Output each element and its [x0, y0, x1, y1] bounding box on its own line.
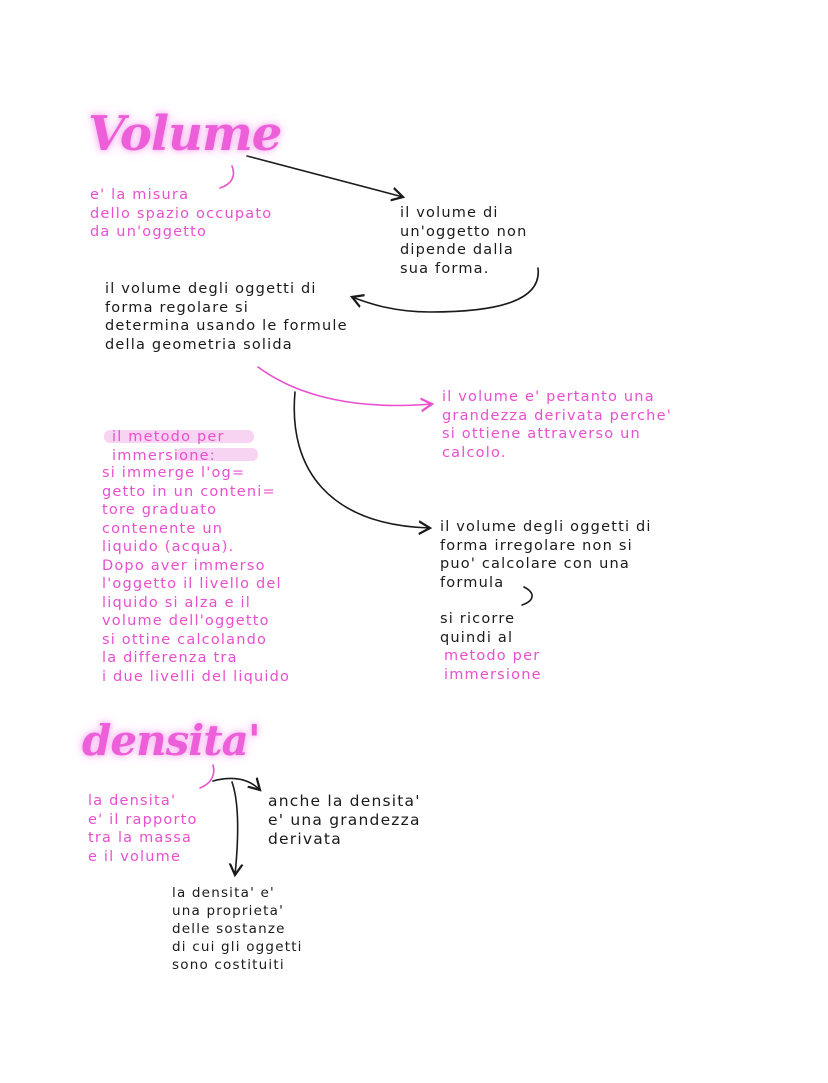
density-derived: anche la densita' e' una grandezza derivata [268, 792, 421, 848]
volume-regular-objects: il volume degli oggetti di forma regolare si determina usando le formule della geometria solida [105, 281, 348, 353]
resort-prefix: si ricorre quindi al [440, 611, 516, 646]
arrow-regular-to-derived [258, 367, 432, 405]
immersion-body: si immerge l'og= getto in un conteni= tore graduato contenente un liquido (acqua). Dopo aver immerso l'oggetto il livello del liquido si alza e il volume dell'oggetto si ottine calcolando la differenza tra i due livelli del liquido [102, 465, 291, 685]
volume-derived-quantity: il volume e' pertanto una grandezza derivata perche' si ottiene attraverso un calcolo. [442, 389, 672, 461]
density-property: la densita' e' una proprieta' delle sostanze di cui gli oggetti sono costituiti [172, 885, 303, 973]
title-density: densita' [82, 716, 260, 765]
density-definition: la densita' e' il rapporto tra la massa e il volume [88, 793, 198, 865]
volume-definition: e' la misura dello spazio occupato da un'oggetto [90, 187, 273, 240]
arrow-density-to-derived [213, 778, 260, 790]
immersion-heading: il metodo per immersione: [112, 429, 225, 464]
arrow-density-to-definition [200, 765, 214, 788]
arrow-regular-to-irregular [294, 392, 430, 528]
title-volume: Volume [88, 106, 282, 162]
arrow-volume-to-definition [220, 166, 234, 188]
arrow-density-to-property [232, 782, 238, 875]
resort-method: metodo per immersione [444, 648, 542, 683]
volume-shape-independent: il volume di un'oggetto non dipende dalla sua forma. [400, 205, 528, 277]
volume-irregular-objects: il volume degli oggetti di forma irregolare non si puo' calcolare con una formula [440, 519, 652, 591]
